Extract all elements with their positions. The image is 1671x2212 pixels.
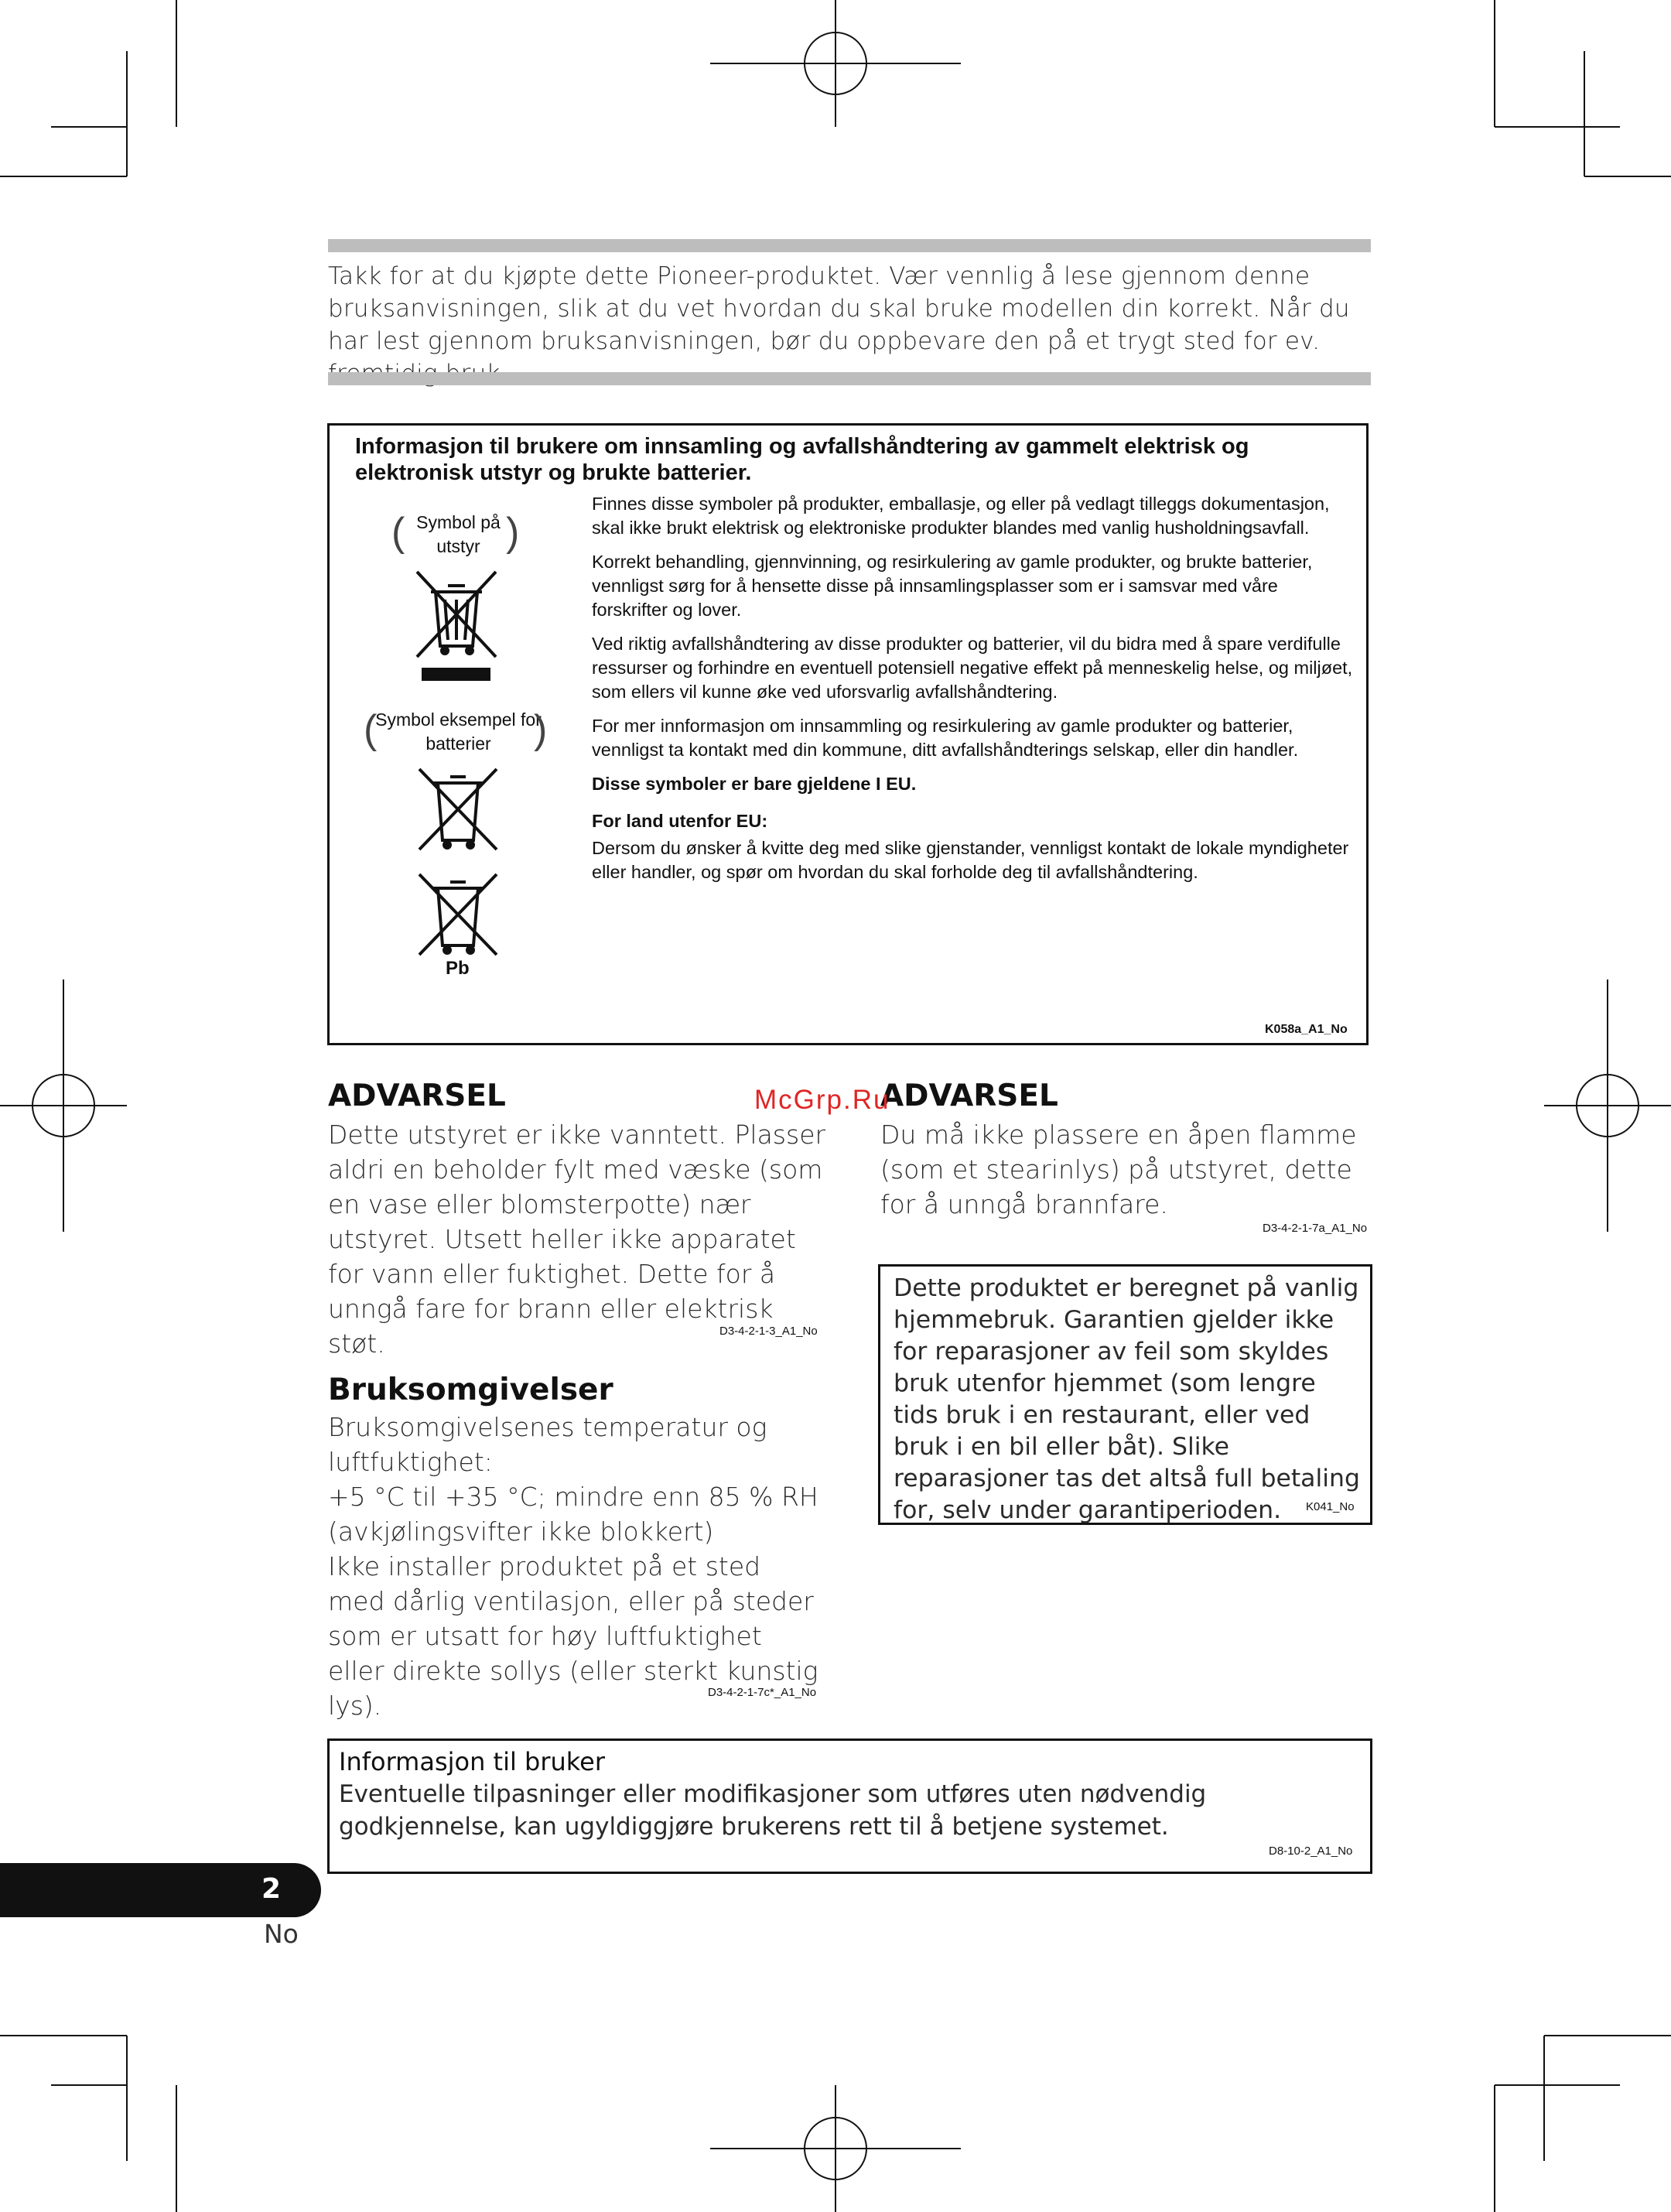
paren-left-2: ( <box>364 707 378 752</box>
warning-left-heading: ADVARSEL <box>328 1079 506 1113</box>
weee-body <box>592 492 1358 894</box>
weee-non-eu-heading: For land utenfor EU: <box>592 811 768 831</box>
environment-code: D3-4-2-1-7c*_A1_No <box>708 1686 817 1699</box>
weee-paragraph: Finnes disse symboler på produkter, emballasje, og eller på vedlagt tilleggs dokumentasjon, skal ikke brukt elektrisk og elektroniske produkter blandes med vanlig husholdningsavfall. <box>592 494 1330 538</box>
warning-right-code: D3-4-2-1-7a_A1_No <box>1263 1222 1368 1235</box>
warning-left-text: Dette utstyret er ikke vanntett. Plasser aldri en beholder fylt med væske (som en vase eller blomsterpotte) nær utstyret. Utsett heller ikke apparatet for vann eller fuktighet. Dette for å unngå fare for brann eller elektrisk støt. <box>328 1120 826 1359</box>
weee-eu-only: Disse symboler er bare gjeldene I EU. <box>592 774 917 794</box>
environment-line1: Bruksomgivelsenes temperatur og luftfuktighet: <box>328 1412 767 1477</box>
paren-left: ( <box>391 510 405 555</box>
weee-code: K058a_A1_No <box>1265 1023 1348 1036</box>
warranty-code: K041_No <box>1306 1500 1355 1513</box>
paren-right-2: ) <box>534 707 548 752</box>
symbol-equipment-label: Symbol på utstyr <box>416 512 501 556</box>
user-info-text: Eventuelle tilpasninger eller modifikasjoner som utføres uten nødvendig godkjennelse, kan ugyldiggjøre brukerens rett til å betjene systemet. <box>339 1780 1207 1841</box>
environment-body <box>328 1410 823 1723</box>
top-rule <box>328 239 1371 252</box>
environment-line3: Ikke installer produktet på et sted med dårlig ventilasjon, eller på steder som er utsatt for høy luftfuktighet eller direkte sollys (eller sterkt kunstig lys). <box>328 1551 818 1721</box>
pb-label: Pb <box>446 958 470 979</box>
symbol-battery-label: Symbol eksempel for batterier <box>375 709 542 754</box>
page-number: 2 <box>261 1873 282 1905</box>
underline-bar <box>422 668 490 681</box>
warning-left-code: D3-4-2-1-3_A1_No <box>719 1325 818 1338</box>
environment-heading: Bruksomgivelser <box>328 1373 613 1407</box>
user-info-code: D8-10-2_A1_No <box>1269 1844 1353 1858</box>
weee-non-eu-text: Dersom du ønsker å kvitte deg med slike gjenstander, vennligst kontakt de lokale myndigheter eller handler, og spør om hvordan du skal forholde deg til avfallshåndtering. <box>592 838 1349 882</box>
weee-paragraph: Korrekt behandling, gjennvinning, og resirkulering av gamle produkter, og brukte batterier, vennligst sørg for å hensette disse på innsamlingsplasser som er i samsvar med våre forskrifter og lover. <box>592 552 1313 620</box>
watermark: McGrp.Ru <box>754 1085 890 1115</box>
weee-paragraph: Ved riktig avfallshåndtering av disse produkter og batterier, vil du bidra med å spare verdifulle ressurser og forhindre en eventuell potensiell negative effekt på menneskelig helse, og miljøet, som ellers vil kunne øke ved uforsvarlig avfallshåndtering. <box>592 634 1353 702</box>
crossed-battery-bin-icon <box>416 766 500 853</box>
weee-title: Informasjon til brukere om innsamling og avfallshåndtering av gammelt elektrisk og elektronisk utstyr og brukte batterier. <box>355 434 1249 485</box>
weee-paragraph: For mer innformasjon om innsammling og resirkulering av gamle produkter og batterier, vennligst ta kontakt med din kommune, ditt avfallshåndterings selskap, eller din handler. <box>592 716 1299 760</box>
warning-right-heading: ADVARSEL <box>880 1079 1058 1113</box>
bottom-rule <box>328 372 1371 385</box>
user-info-title: Informasjon til bruker <box>339 1747 606 1776</box>
warranty-text: Dette produktet er beregnet på vanlig hjemmebruk. Garantien gjelder ikke for reparasjoner av feil som skyldes bruk utenfor hjemmet (som lengre tids bruk i en restaurant, eller ved bruk i en bil eller båt). Slike reparasjoner tas det altså full betaling for, selv under garantiperioden. <box>894 1274 1360 1524</box>
paren-right: ) <box>506 510 520 555</box>
crossed-battery-bin-pb-icon <box>416 871 500 958</box>
environment-line2: +5 °C til +35 °C; mindre enn 85 % RH (avkjølingsvifter ikke blokkert) <box>328 1482 818 1547</box>
warning-right-text: Du må ikke plassere en åpen flamme (som et stearinlys) på utstyret, dette for å unngå brannfare. <box>880 1120 1357 1219</box>
intro-text: Takk for at du kjøpte dette Pioneer-produktet. Vær vennlig å lese gjennom denne bruksanvisningen, slik at du vet hvordan du skal bruke modellen din korrekt. Når du har lest gjennom bruksanvisningen, bør du oppbevare den på et trygt sted for ev. <box>328 262 1350 355</box>
crossed-wheelie-bin-icon <box>414 569 499 660</box>
page-language: No <box>264 1919 299 1949</box>
